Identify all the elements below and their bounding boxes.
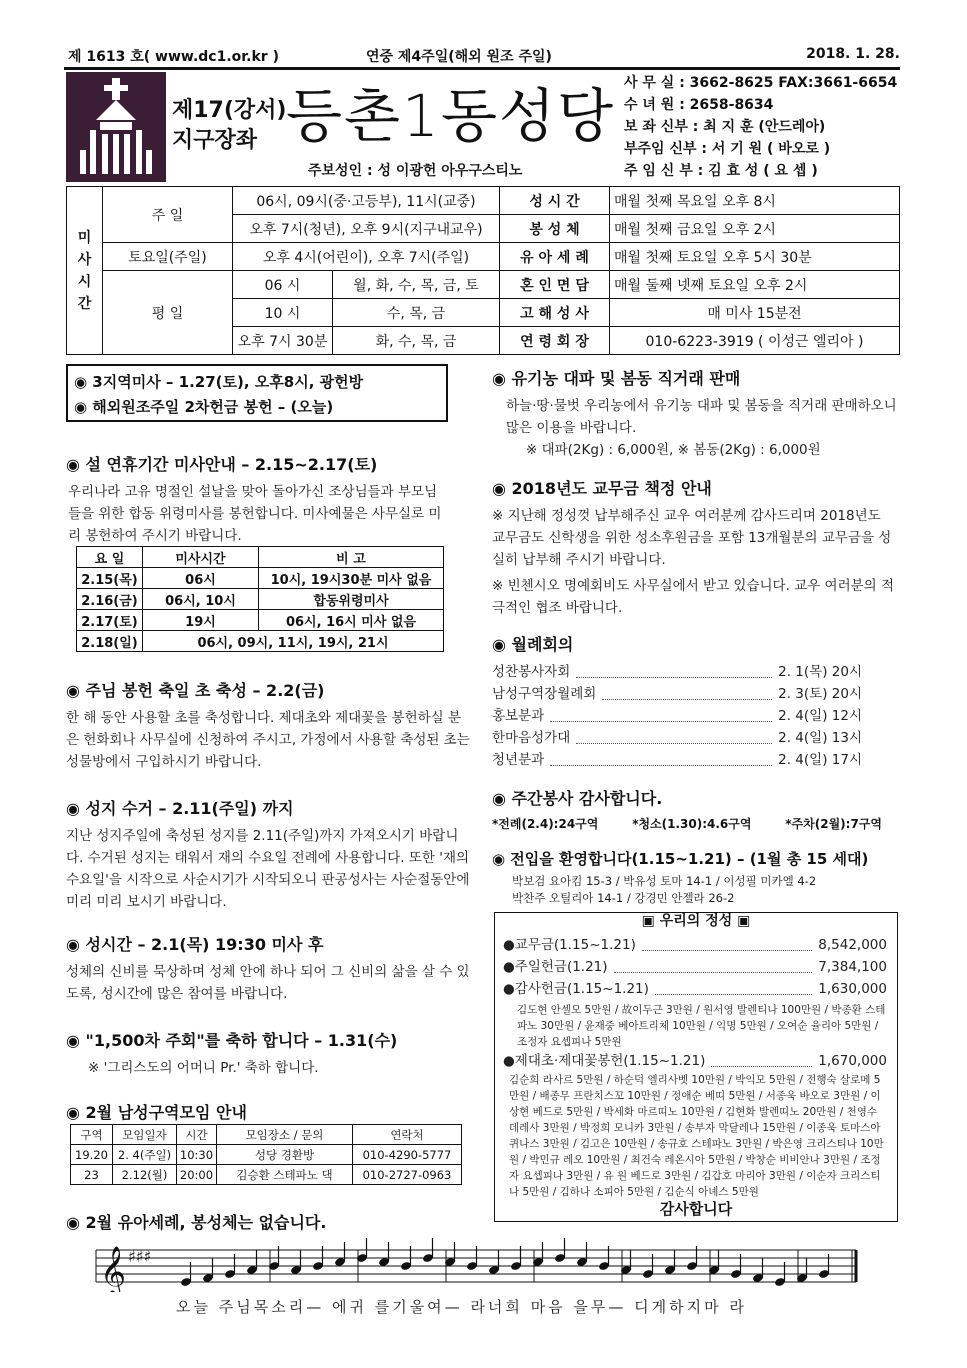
list-item: ●주일헌금(1.21) 7,384,100: [503, 959, 887, 975]
thanks-text: 감사합니다: [659, 1200, 733, 1218]
header-divider: [64, 67, 900, 70]
weekday-label: 평 일: [103, 271, 233, 355]
svg-text:𝄞: 𝄞: [100, 1246, 127, 1292]
candle-section: [66, 678, 470, 773]
saturday-label: 토요일(주일): [103, 243, 233, 271]
assistant-priest: 보 좌 신부 : 최 지 훈 (안드레아): [624, 119, 826, 135]
hymn-staff: [66, 1236, 900, 1316]
organic-title: ◉ 유기농 대파 및 봄동 직거래 판매: [492, 369, 741, 388]
saturday-times: 오후 4시(어린이), 오후 7시(주일): [233, 243, 500, 271]
overseas-aid-notice: ◉ 해외원조주일 2차헌금 봉헌 – (오늘): [74, 398, 334, 416]
dues-body-1: ※ 지난해 정성껏 납부해주신 교우 여러분께 감사드리며 2018년도 교무금도 신학생을 위한 성소후원금을 포함 13개월분의 교무금을 성실히 납부해 주시기 바랍니다.: [492, 508, 892, 568]
issue-date: 2018. 1. 28.: [806, 46, 900, 62]
offering-title: ▣ 우리의 정성 ▣: [641, 913, 751, 929]
palm-section: [66, 796, 470, 913]
holy-hour-section: [66, 932, 470, 1005]
svg-text:♯♯♯: ♯♯♯: [128, 1247, 152, 1266]
dues-body-2: ※ 빈첸시오 명예회비도 사무실에서 받고 있습니다. 교우 여러분의 적극적인 협조 바랍니다.: [492, 578, 895, 616]
holiday-section: [66, 452, 446, 547]
organic-price: ※ 대파(2Kg) : 6,000원, ※ 봄동(2Kg) : 6,000원: [526, 442, 821, 458]
sunday-label: 주 일: [103, 187, 233, 243]
church-building-icon: [66, 72, 166, 182]
mass-times-table: 미사시간 주 일 06시, 09시(중·고등부), 11시(교중) 성 시 간 매월 첫째 목요일 오후 8시 오후 7시(청년), 오후 9시(지구내교우) 봉 성 체 매월 첫째 금요일 오후 2시 토요일(주일) 오후 4시(어린이), 오후 7시(주일) 유 아 세 례 매월 첫째 토요일 오후 5시 30분 평 일 06 시 월, 화, 수, 목, 금, 토 혼 인 면 담 매월 둘째 넷째 토요일 오후 2시 10 시 수, 목, 금 고 해 성 사 매 미사 15분전 오후 7시 30분 화, 수, 목, 금 연 령 회 장 010-6223-3919 ( 이성근 엘리아 ): [66, 186, 900, 355]
monthly-title: ◉ 월례회의: [492, 635, 574, 654]
no-baptism-notice: ◉ 2월 유아세례, 봉성체는 없습니다.: [66, 1213, 327, 1232]
palm-title: ◉ 성지 수거 – 2.11(주일) 까지: [66, 799, 294, 818]
list-item: 청년분과 2. 4(일) 17시: [492, 752, 862, 768]
rosary-body: ※ '그리스도의 어머니 Pr.' 축하 합니다.: [88, 1060, 319, 1076]
church-name-title: 등촌1동성당: [286, 82, 616, 150]
list-item: 남성구역장월례회 2. 3(토) 20시: [492, 686, 862, 702]
organic-body: 하늘·땅·물벗 우리농에서 유기농 대파 및 봄동을 직거래 판매하오니 많은 이용을 바랍니다.: [506, 398, 897, 436]
regional-mass-notice: ◉ 3지역미사 – 1.27(토), 오후8시, 광헌방: [74, 373, 364, 391]
holy-hour-title: ◉ 성시간 – 2.1(목) 19:30 미사 후: [66, 935, 324, 954]
notice-box: [66, 364, 448, 422]
list-item: ●감사헌금(1.15~1.21) 1,630,000: [503, 981, 887, 997]
thanks-donor-list: 김도현 안셀모 5만원 / 故이두근 3만원 / 원서영 발렌티나 100만원 / 박종환 스테파노 30만원 / 윤재중 베아트리체 10만원 / 익명 5만원 / 오여순 율리아 5만원 / 조정자 요셉피나 5만원: [517, 1004, 886, 1048]
monthly-meeting-section: [492, 632, 862, 771]
liturgical-occasion: 연중 제4주일(해외 원조 주일): [366, 49, 552, 65]
sunday-times-1: 06시, 09시(중·고등부), 11시(교중): [233, 187, 500, 215]
holiday-table: 요 일 미사시간 비 고 2.15(목) 06시 10시, 19시30분 미사 없음 2.16(금) 06시, 10시 합동위령미사 2.17(토) 19시 06시, 16시 미사 없음 2.18(일) 06시, 09시, 11시, 19시, 21시: [76, 546, 444, 652]
dues-section: [492, 476, 898, 619]
service-title: ◉ 주간봉사 감사합니다.: [492, 789, 663, 808]
offering-box: [494, 912, 898, 1222]
music-staff-icon: [66, 1236, 900, 1292]
office-phone: 사 무 실 : 3662-8625 FAX:3661-6654: [624, 75, 898, 91]
palm-body: 지난 성지주일에 축성된 성지를 2.11(주일)까지 가져오시기 바랍니다. 수거된 성지는 태워서 재의 수요일 전례에 사용합니다. 또한 '재의 수요일'을 시작으로 사순시기가 시작되오니 판공성사는 사순절동안에 미리 미리 보시기 바랍니다.: [66, 828, 470, 910]
candle-body: 한 해 동안 사용할 초를 축성합니다. 제대초와 제대꽃을 봉헌하실 분은 헌화회나 사무실에 신청하여 주시고, 가정에서 사용할 축성된 초는 성물방에서 구입하시기 바랍니다.: [66, 710, 470, 770]
contact-info: [624, 72, 900, 182]
organic-section: [492, 366, 898, 461]
holy-hour-body: 성체의 신비를 묵상하며 성체 안에 하나 되어 그 신비의 삶을 살 수 있도록, 성시간에 많은 참여를 바랍니다.: [66, 964, 470, 1002]
convent-phone: 수 녀 원 : 2658-8634: [624, 97, 774, 113]
associate-priest: 부주임 신부 : 서 기 원 ( 바오로 ): [624, 141, 831, 157]
dues-title: ◉ 2018년도 교무금 책정 안내: [492, 479, 712, 498]
men-meeting-title: ◉ 2월 남성구역모임 안내: [66, 1103, 247, 1122]
list-item: ●제대초·제대꽃봉헌(1.15~1.21) 1,670,000: [503, 1053, 887, 1069]
rosary-section: [66, 1028, 470, 1079]
welcome-section: ◉ 전입을 환영합니다(1.15~1.21) – (1월 총 15 세대) 박보검 요아킴 15-3 / 박유성 토마 14-1 / 이성필 미카엘 4-2 박찬주 오틸리아 14-1 / 강경민 안젤라 26-2: [492, 848, 898, 907]
candle-title: ◉ 주님 봉헌 축일 초 축성 – 2.2(금): [66, 681, 325, 700]
district-label: 제17(강서) 지구장좌: [172, 98, 287, 153]
list-item: 성찬봉사자회 2. 1(목) 20시: [492, 664, 862, 680]
holiday-title: ◉ 설 연휴기간 미사안내 – 2.15~2.17(토): [66, 455, 378, 474]
church-logo: [66, 72, 166, 182]
hymn-lyrics: 오늘 주님목소리— 에귀 를기울여— 라너희 마음 을무— 디게하지마 라: [176, 1298, 747, 1316]
head-priest: 주 임 신 부 : 김 효 성 ( 요 셉 ): [624, 163, 818, 179]
rosary-title: ◉ "1,500차 주회"를 축하 합니다 – 1.31(수): [66, 1031, 398, 1050]
holiday-body: 우리나라 고유 명절인 설날을 맞아 돌아가신 조상님들과 부모님들을 위한 합동 위령미사를 봉헌합니다. 미사예물은 사무실로 미리 봉헌하여 주시기 바랍니다.: [68, 484, 442, 544]
men-meeting-table: 구역 모임일자 시간 모임장소 / 문의 연락처 19.20 2. 4(주일) 10:30 성당 경환방 010-4290-5777 23 2.12(월) 20:00 김승환 스테파노 댁 010-2727-0963: [70, 1124, 462, 1185]
welcome-title: ◉ 전입을 환영합니다(1.15~1.21) – (1월 총 15 세대): [492, 850, 869, 868]
list-item: 한마음성가대 2. 4(일) 13시: [492, 730, 862, 746]
flower-donor-list: 김순희 라사르 5만원 / 하순덕 엘리사벳 10만원 / 박익모 5만원 / 전행숙 살로메 5만원 / 배종무 프란치스꼬 10만원 / 정애순 베띠 5만원 / 서종욱 바오로 3만원 / 이상현 베드로 5만원 / 박세화 마르띠노 10만원 / 김현화 발렌띠노 20만원 / 천영수 데레사 3만원 / 박정희 모니카 3만원 / 송부자 막달레나 15만원 / 이종욱 토마스아퀴나스 3만원 / 김고은 10만원 / 송규호 스테파노 3만원 / 박은영 크리스티나 10만원 / 박민규 레오 10만원 / 최건숙 레온시아 5만원 / 박창순 비비안나 3만원 / 조정자 요셉피나 3만원 / 유 원 베드로 3만원 / 김갑호 마리아 3만원 / 이순자 크리스티나 5만원 / 김하나 소피아 5만원 / 김순식 아녜스 5만원: [509, 1074, 884, 1198]
sunday-times-2: 오후 7시(청년), 오후 9시(지구내교우): [233, 215, 500, 243]
list-item: ●교무금(1.15~1.21) 8,542,000: [503, 937, 887, 953]
patron-saint: 주보성인 : 성 이광헌 아우구스티노: [308, 163, 523, 179]
service-section: ◉ 주간봉사 감사합니다. *전례(2.4):24구역 *청소(1.30):4.6구역 *주차(2월):7구역: [492, 786, 898, 832]
issue-number: 제 1613 호( www.dc1.or.kr ): [68, 49, 279, 65]
mass-side-label: 미사시간: [67, 187, 103, 355]
list-item: 홍보분과 2. 4(일) 12시: [492, 708, 862, 724]
